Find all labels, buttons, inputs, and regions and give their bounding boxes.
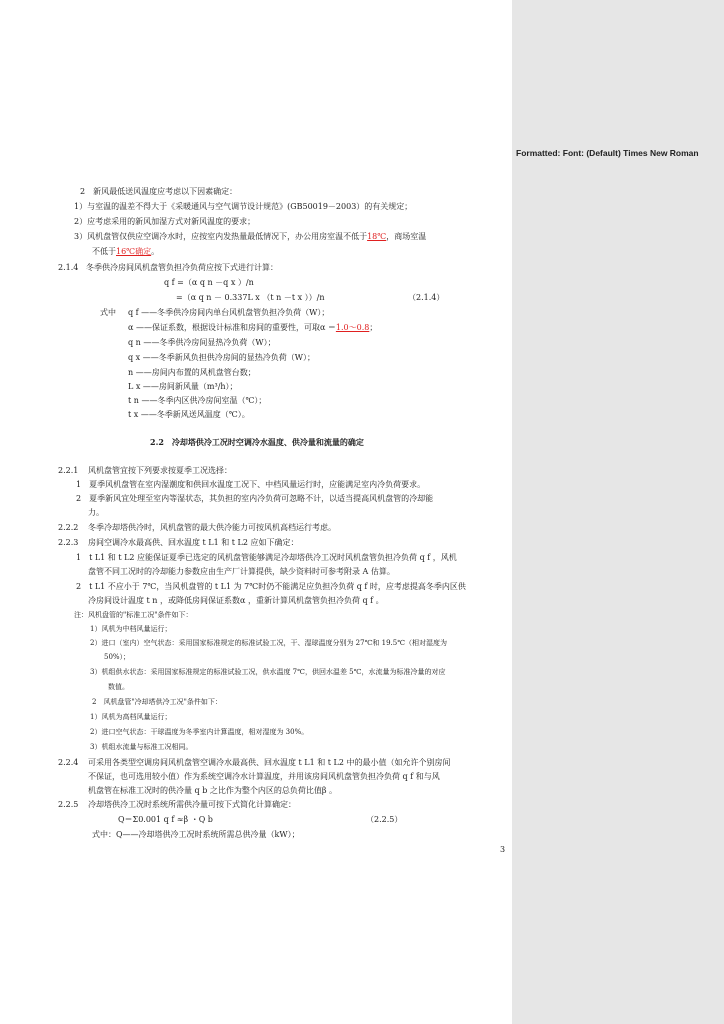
text-line: 2 夏季新风宜处理至室内等湿状态，其负担的室内冷负荷可忽略不计，以适当提高风机盘管的冷却能 bbox=[76, 494, 434, 503]
text-line: 1）与室温的温差不得大于《采暖通风与空气调节设计规范》(GB50019－2003）的有关规定； bbox=[74, 202, 413, 211]
text-line: t x ——冬季新风送风温度（℃）。 bbox=[128, 410, 250, 419]
tracked-change[interactable]: 16℃确定 bbox=[116, 247, 152, 256]
section-heading: 2.2 冷却塔供冷工况时空调冷水温度、供冷量和流量的确定 bbox=[150, 437, 364, 447]
text-line: 房间空调冷水最高供、回水温度 t L1 和 t L2 应如下确定： bbox=[88, 538, 299, 547]
text-line: 盘管不同工况时的冷却能力参数应由生产厂计算提供，缺少资料时可参考附录 A 估算。 bbox=[88, 567, 395, 576]
clause-number: 2.2.2 bbox=[58, 523, 79, 532]
text-line: n ——房间内布置的风机盘管台数； bbox=[128, 368, 256, 377]
text-line: q f ——冬季供冷房间内单台风机盘管负担冷负荷（W）； bbox=[128, 308, 330, 317]
note-line: 2）进口空气状态：干球温度为冬季室内计算温度，相对湿度为 30%。 bbox=[90, 728, 309, 736]
tracked-change[interactable]: 18℃ bbox=[367, 232, 387, 241]
text-span: α ——保证系数，根据设计标准和房间的重要性，可取α ＝ bbox=[128, 323, 336, 332]
text-line: 冬季供冷房间风机盘管负担冷负荷应按下式进行计算： bbox=[86, 263, 278, 272]
clause-number: 2.2.1 bbox=[58, 466, 79, 475]
equation-number: （2.2.5） bbox=[366, 815, 403, 824]
text-line bbox=[74, 231, 426, 243]
text-line: 式中：Q——冷却塔供冷工况时系统所需总供冷量（kW）； bbox=[92, 830, 300, 839]
page-number: 3 bbox=[500, 845, 506, 854]
text-line: 力。 bbox=[88, 508, 104, 517]
text-span: 3）风机盘管仅供应空调冷水时，应按室内发热量最低情况下，办公用房室温不低于 bbox=[74, 232, 368, 241]
clause-number: 2.2.4 bbox=[58, 758, 79, 767]
text-line: t n ——冬季内区供冷房间室温（℃）； bbox=[128, 396, 267, 405]
tracked-change[interactable]: 1.0～0.8 bbox=[335, 323, 370, 332]
note-line: 3）机组供水状态：采用国家标准规定的标准试验工况，供水温度 7℃，供回水温差 5℃，水流量为标准冷量的对应 bbox=[90, 668, 446, 676]
text-line: q x ——冬季新风负担供冷房间的显热冷负荷（W）； bbox=[128, 353, 315, 362]
formula-line: =（α q n － 0.337L x （t n －t x ））/n bbox=[176, 293, 325, 302]
text-line: 2 新风最低送风温度应考虑以下因素确定： bbox=[80, 187, 238, 196]
text-line: 2 t L1 不应小于 7℃，当风机盘管的 t L1 为 7℃时仍不能满足应负担冷负荷 q f 时，应考虑提高冬季内区供 bbox=[76, 582, 466, 591]
text-line: 1 夏季风机盘管在室内湿潮度和供回水温度工况下、中档风量运行时，应能满足室内冷负荷要求。 bbox=[76, 480, 426, 489]
note-line: 3）机组水流量与标准工况相同。 bbox=[90, 743, 193, 751]
note-line: 2 风机盘管"冷却塔供冷工况"条件如下： bbox=[92, 698, 222, 706]
text-line: 机盘管在标准工况时的供冷量 q b 之比作为整个内区的总负荷比值β 。 bbox=[88, 786, 338, 795]
text-line: 2）应考虑采用的新风加湿方式对新风温度的要求； bbox=[74, 217, 256, 226]
text-line: 冷房间设计温度 t n ，或降低房间保证系数α ，重新计算风机盘管负担冷负荷 q f 。 bbox=[88, 596, 384, 605]
text-line: q n ——冬季供冷房间显热冷负荷（W）； bbox=[128, 338, 276, 347]
text-line bbox=[128, 322, 377, 334]
clause-number: 2.2.5 bbox=[58, 800, 79, 809]
text-line: L x ——房间新风量（m³/h）； bbox=[128, 382, 238, 391]
text-line bbox=[92, 246, 159, 258]
text-line: 1 t L1 和 t L2 应能保证夏季已选定的风机盘管能够满足冷却塔供冷工况时风机盘管负担冷负荷 q f ，风机 bbox=[76, 553, 457, 562]
note-line: 2）进口（室内）空气状态：采用国家标准规定的标准试验工况，干、湿球温度分别为 27℃和 19.5℃（相对湿度为 bbox=[90, 639, 448, 647]
comment-balloon[interactable]: Formatted: Font: (Default) Times New Roman bbox=[516, 148, 699, 158]
clause-number: 2.1.4 bbox=[58, 263, 79, 272]
note-line: 1）风机为中档风量运行； bbox=[90, 625, 172, 633]
text-line: 冬季冷却塔供冷时，风机盘管的最大供冷能力可按风机高档运行考虑。 bbox=[88, 523, 336, 532]
equation-number: （2.1.4） bbox=[408, 293, 445, 302]
text-span: 式中 bbox=[100, 308, 116, 317]
note-line: 数值。 bbox=[108, 683, 129, 691]
text-line: 风机盘管宜按下列要求按夏季工况选择： bbox=[88, 466, 232, 475]
text-span: 。 bbox=[151, 247, 160, 256]
note-line: 注：风机盘管的"标准工况"条件如下： bbox=[74, 611, 193, 619]
note-line: 1）风机为高档风量运行； bbox=[90, 713, 172, 721]
text-line: 冷却塔供冷工况时系统所需供冷量可按下式简化计算确定： bbox=[88, 800, 296, 809]
formula-line: Q＝Σ0.001 q f ≈β ・Q b bbox=[118, 815, 213, 824]
text-line: 可采用各类型空调房间风机盘管空调冷水最高供、回水温度 t L1 和 t L2 中的最小值（如允许个别房间 bbox=[88, 758, 451, 767]
text-span: ； bbox=[369, 323, 378, 332]
text-span: ，商场室温 bbox=[386, 232, 427, 241]
formula-line: q f =（α q n －q x ）/n bbox=[164, 278, 254, 287]
text-line: 不保证，也可选用较小值）作为系统空调冷水计算温度，并用该房间风机盘管负担冷负荷 q f 和与风 bbox=[88, 772, 440, 781]
clause-number: 2.2.3 bbox=[58, 538, 79, 547]
text-span: 不低于 bbox=[92, 247, 116, 256]
note-line: 50%）； bbox=[104, 653, 131, 661]
